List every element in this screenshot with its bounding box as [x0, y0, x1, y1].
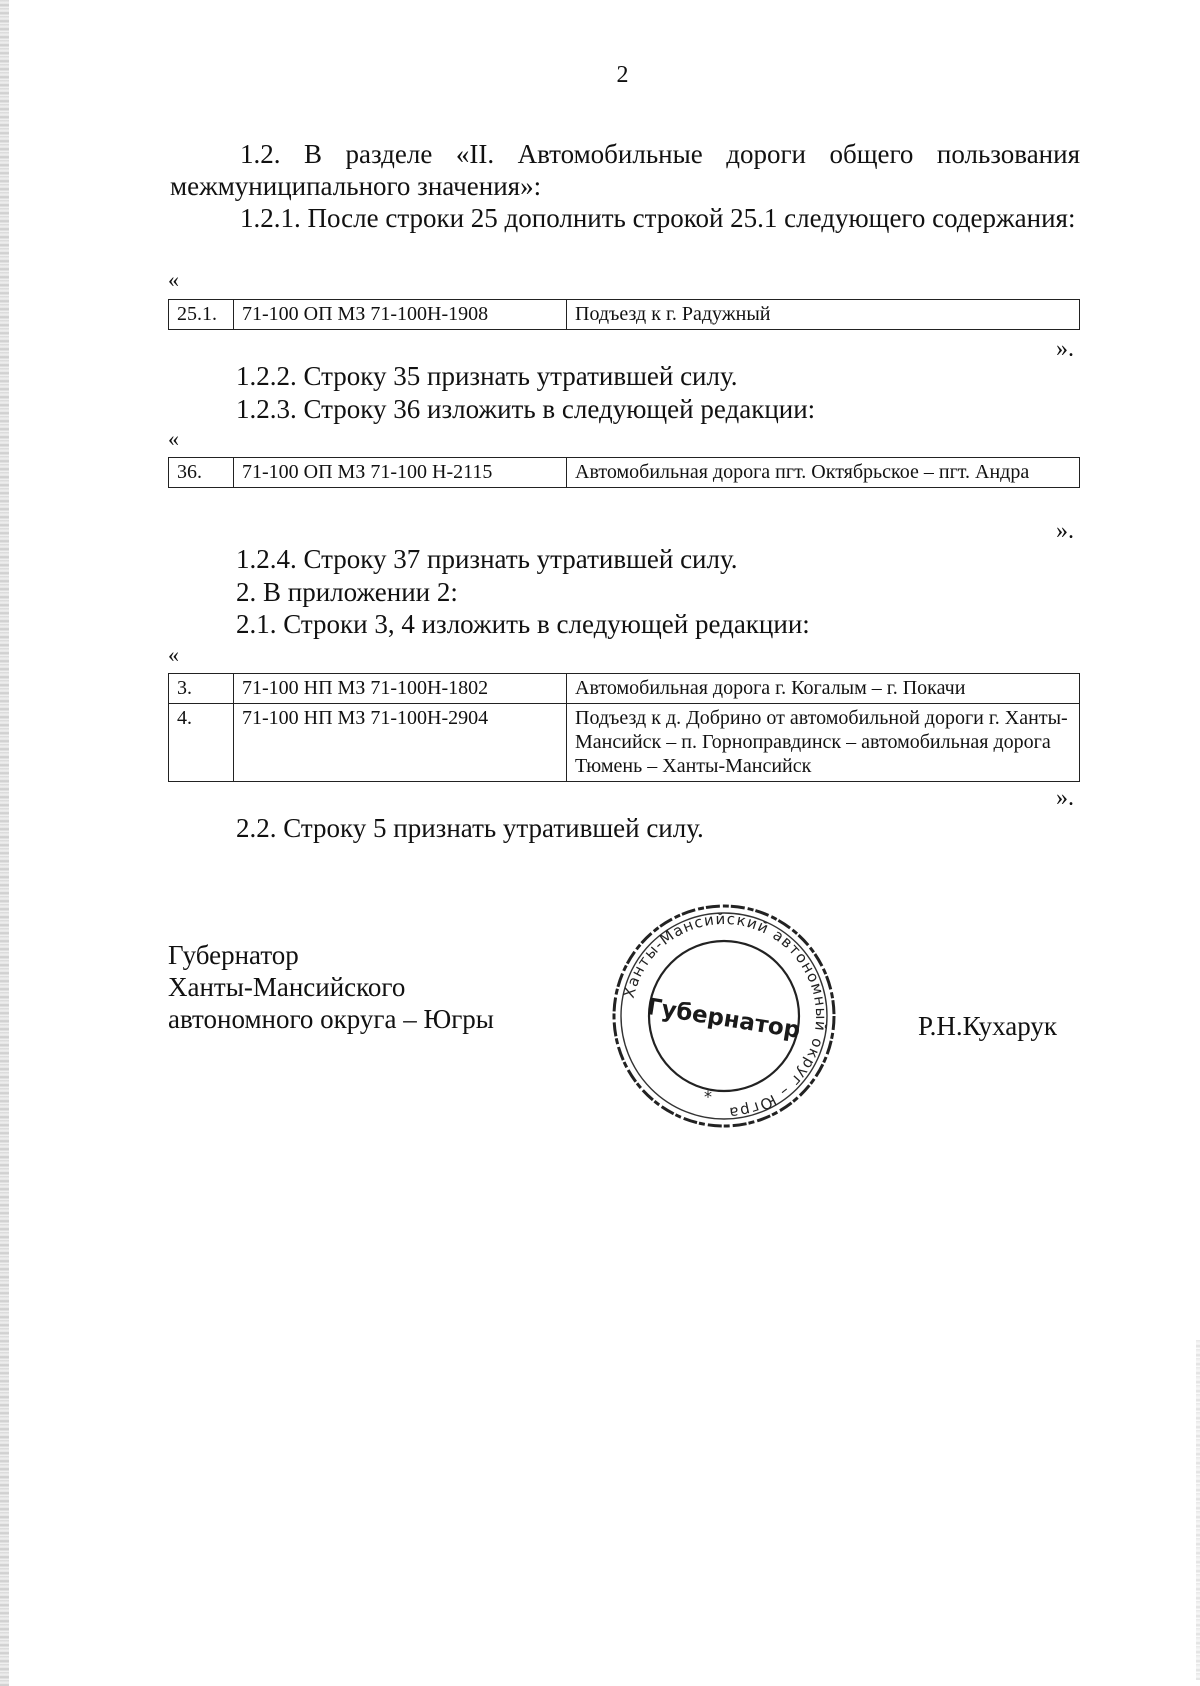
- table-new-row-25-1: [168, 299, 1080, 330]
- paragraph-1-2: 1.2. В разделе «II. Автомобильные дороги общего пользования межмуниципального значения»:: [170, 139, 1080, 201]
- road-code: 71-100 ОП МЗ 71-100Н-1908: [234, 300, 567, 330]
- stamp-center-text: Губернатор: [645, 994, 803, 1044]
- paragraph-2-1: 2.1. Строки 3, 4 изложить в следующей редакции:: [236, 609, 810, 639]
- close-quote: ».: [1056, 336, 1074, 362]
- scan-edge-right: [1196, 1340, 1200, 1680]
- table-row-36: [168, 457, 1080, 488]
- road-code: 71-100 ОП МЗ 71-100 Н-2115: [234, 458, 567, 488]
- table-rows-3-4: [168, 673, 1080, 782]
- road-name: Автомобильная дорога г. Когалым – г. Покачи: [567, 674, 1080, 704]
- road-code: 71-100 НП МЗ 71-100Н-1802: [234, 674, 567, 704]
- row-number: 4.: [169, 704, 234, 782]
- close-quote: ».: [1056, 785, 1074, 811]
- open-quote: «: [168, 426, 179, 451]
- paragraph-1-2-3: 1.2.3. Строку 36 изложить в следующей редакции:: [236, 394, 816, 424]
- paragraph-2-2: 2.2. Строку 5 признать утратившей силу.: [236, 813, 704, 843]
- road-name: Автомобильная дорога пгт. Октябрьское – пгт. Андра: [567, 458, 1080, 488]
- signature-title-line: автономного округа – Югры: [168, 1004, 494, 1034]
- table-row: [169, 674, 1080, 704]
- paragraph-1-2-1: 1.2.1. После строки 25 дополнить строкой 25.1 следующего содержания:: [240, 203, 1076, 233]
- page-number: 2: [616, 62, 629, 88]
- row-number: 3.: [169, 674, 234, 704]
- table-row: [169, 704, 1080, 782]
- scan-edge-left: [0, 0, 9, 1686]
- signature-title: [168, 939, 494, 1035]
- open-quote: «: [168, 642, 179, 667]
- paragraph-2: 2. В приложении 2:: [236, 577, 458, 607]
- close-quote: ».: [1056, 518, 1074, 544]
- row-number: 36.: [169, 458, 234, 488]
- table-row: [169, 300, 1080, 330]
- stamp-ring-text: Ханты-Мансийский автономный округ – Югра: [619, 909, 831, 1123]
- signature-title-line: Губернатор: [168, 940, 299, 970]
- row-number: 25.1.: [169, 300, 234, 330]
- official-stamp: [608, 900, 840, 1132]
- signature-title-line: Ханты-Мансийского: [168, 972, 406, 1002]
- road-code: 71-100 НП МЗ 71-100Н-2904: [234, 704, 567, 782]
- road-name: Подъезд к д. Добрино от автомобильной дороги г. Ханты-Мансийск – п. Горноправдинск – автомобильная дорога Тюмень – Ханты-Мансийск: [567, 704, 1080, 782]
- star-icon: *: [704, 1087, 712, 1106]
- paragraph-1-2-2: 1.2.2. Строку 35 признать утратившей силу.: [236, 361, 738, 391]
- signatory-name: Р.Н.Кухарук: [918, 1011, 1058, 1041]
- open-quote: «: [168, 267, 179, 292]
- paragraph-1-2-4: 1.2.4. Строку 37 признать утратившей силу.: [236, 544, 738, 574]
- table-row: [169, 458, 1080, 488]
- road-name: Подъезд к г. Радужный: [567, 300, 1080, 330]
